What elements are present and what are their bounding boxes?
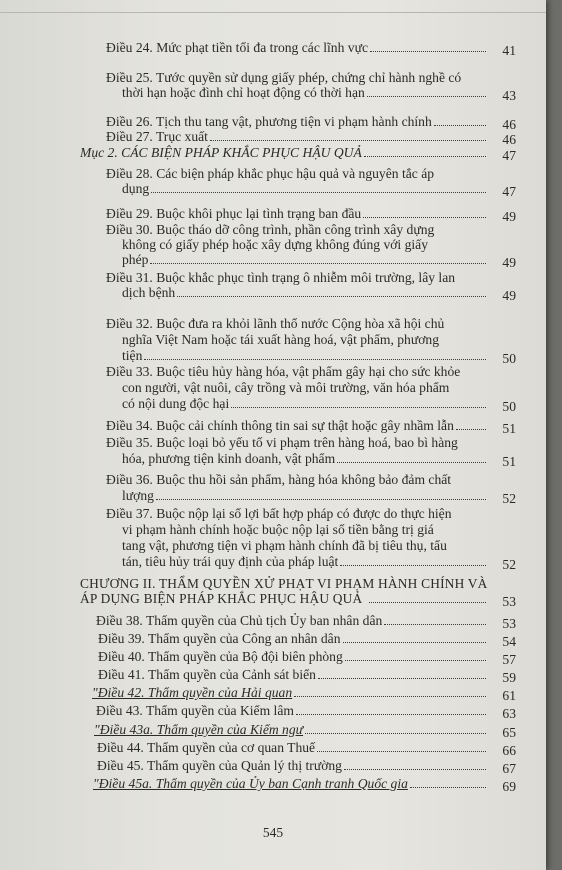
toc-entry-text: Điều 30. Buộc tháo dỡ công trình, phần công trình xây dựng	[106, 222, 435, 237]
toc-entry-text: tiện	[122, 348, 143, 363]
toc-entry-text: Điều 25. Tước quyền sử dụng giấy phép, chứng chỉ hành nghề có	[106, 70, 462, 85]
dot-leader	[363, 217, 486, 218]
toc-page-number: 66	[502, 743, 516, 758]
toc-entry-text: dụng	[122, 181, 150, 196]
dot-leader	[343, 642, 487, 643]
dot-leader	[384, 624, 486, 625]
toc-page-number: 50	[502, 399, 516, 414]
toc-entry-text: Điều 35. Buộc loại bỏ yếu tố vi phạm trên hàng hoá, bao bì hàng	[106, 435, 458, 450]
toc-entry-text: Điều 41. Thẩm quyền của Cảnh sát biển	[98, 667, 316, 682]
toc-entry-text: Điều 38. Thẩm quyền của Chủ tịch Ủy ban nhân dân	[96, 613, 383, 628]
dot-leader	[337, 462, 486, 463]
dot-leader	[364, 156, 486, 157]
toc-entry-text: con người, vật nuôi, cây trồng và môi trường, văn hóa phẩm	[122, 380, 450, 395]
dot-leader	[410, 787, 486, 788]
toc-entry-text: tán, tiêu hủy trái quy định của pháp luật	[122, 554, 339, 569]
toc-entry-text: Điều 43. Thẩm quyền của Kiểm lâm	[96, 703, 294, 718]
dot-leader	[305, 733, 486, 734]
toc-entry-text: Điều 45. Thẩm quyền của Quản lý thị trường	[97, 758, 342, 773]
toc-entry-text: Điều 26. Tịch thu tang vật, phương tiện vi phạm hành chính	[106, 114, 432, 129]
dot-leader	[296, 714, 486, 715]
toc-page-number: 69	[502, 779, 516, 794]
toc-page-number: 59	[502, 670, 516, 685]
toc-entry-text: ÁP DỤNG BIỆN PHÁP KHẮC PHỤC HẬU QUẢ	[80, 591, 363, 606]
dot-leader	[144, 359, 486, 360]
toc-page-number: 49	[502, 288, 516, 303]
toc-page-number: 67	[502, 761, 516, 776]
toc-entry-text: Điều 27. Trục xuất	[106, 129, 208, 144]
toc-page-number: 63	[502, 706, 516, 721]
toc-page-number: 53	[502, 616, 516, 631]
toc-page-number: 65	[502, 725, 516, 740]
dot-leader	[231, 407, 486, 408]
toc-page-number: 52	[502, 491, 516, 506]
toc-entry-text: Điều 28. Các biện pháp khắc phục hậu quả và nguyên tắc áp	[106, 166, 435, 181]
toc-page-number: 46	[502, 132, 516, 147]
toc-entry-text: có nội dung độc hại	[122, 396, 230, 411]
toc-entry-text: Điều 31. Buộc khắc phục tình trạng ô nhiễm môi trường, lây lan	[106, 270, 456, 285]
toc-page-number: 61	[502, 688, 516, 703]
toc-page-number: 50	[502, 351, 516, 366]
toc-entry-text: Điều 40. Thẩm quyền của Bộ đội biên phòng	[98, 649, 343, 664]
toc-entry-text: hóa, phương tiện kinh doanh, vật phẩm	[122, 451, 336, 466]
dot-leader	[340, 565, 486, 566]
toc-entry-text: Điều 44. Thẩm quyền của cơ quan Thuế	[97, 740, 316, 755]
toc-entry-text: Điều 34. Buộc cải chính thông tin sai sự thật hoặc gây nhầm lẫn	[106, 418, 454, 433]
toc-page-number: 54	[502, 634, 516, 649]
toc-page-number: 52	[502, 557, 516, 572]
toc-entry-text: Điều 36. Buộc thu hồi sản phẩm, hàng hóa không bảo đảm chất	[106, 472, 452, 487]
toc-entry-text: Điều 37. Buộc nộp lại số lợi bất hợp pháp có được do thực hiện	[106, 506, 452, 521]
toc-page-number: 47	[502, 148, 516, 163]
toc-entry-text: Điều 32. Buộc đưa ra khỏi lãnh thổ nước Cộng hòa xã hội chủ	[106, 316, 445, 331]
toc-page-number: 41	[502, 43, 516, 58]
dot-leader	[369, 602, 486, 603]
toc-page-number: 43	[502, 88, 516, 103]
dot-leader	[151, 192, 486, 193]
page-number: 545	[262, 825, 284, 840]
toc-page-number: 53	[502, 594, 516, 609]
toc-entry-text: nghĩa Việt Nam hoặc tái xuất hàng hoá, vật phẩm, phương	[122, 332, 440, 347]
dot-leader	[456, 429, 486, 430]
dot-leader	[317, 751, 486, 752]
toc-entry-text: CHƯƠNG II. THẨM QUYỀN XỬ PHẠT VI PHẠM HÀNH CHÍNH VÀ	[80, 576, 488, 591]
dot-leader	[345, 660, 486, 661]
toc-entry-text: "Điều 45a. Thẩm quyền của Ủy ban Cạnh tranh Quốc gia	[93, 776, 408, 791]
toc-page-number: 51	[502, 421, 516, 436]
toc-entry-text: Điều 29. Buộc khôi phục lại tình trạng ban đầu	[106, 206, 362, 221]
toc-entry-text: không có giấy phép hoặc xây dựng không đúng với giấy	[122, 237, 429, 252]
toc-entry-text: Mục 2. CÁC BIỆN PHÁP KHẮC PHỤC HẬU QUẢ	[80, 145, 362, 160]
toc-page-number: 46	[502, 117, 516, 132]
toc-entry-text: "Điều 43a. Thẩm quyền của Kiểm ngư	[94, 722, 304, 737]
toc-entry-text: Điều 33. Buộc tiêu hủy hàng hóa, vật phẩm gây hại cho sức khỏe	[106, 364, 461, 379]
dot-leader	[210, 140, 486, 141]
dot-leader	[344, 769, 486, 770]
dot-leader	[294, 696, 486, 697]
toc-entry-text: "Điều 42. Thẩm quyền của Hải quan	[92, 685, 293, 700]
toc-entry-text: lượng	[122, 488, 154, 503]
toc-entry-text: vi phạm hành chính hoặc buộc nộp lại số tiền bằng trị giá	[122, 522, 434, 537]
toc-entry-text: Điều 24. Mức phạt tiền tối đa trong các lĩnh vực	[106, 40, 368, 55]
toc-entry-text: dịch bệnh	[122, 285, 176, 300]
toc-page-number: 49	[502, 255, 516, 270]
toc-entry-text: phép	[122, 252, 149, 267]
dot-leader	[370, 51, 486, 52]
dot-leader	[434, 125, 486, 126]
dot-leader	[318, 678, 486, 679]
dot-leader	[367, 96, 486, 97]
toc-entry-text: thời hạn hoặc đình chỉ hoạt động có thời hạn	[122, 85, 365, 100]
dot-leader	[150, 263, 486, 264]
toc-page-number: 49	[502, 209, 516, 224]
toc-page-number: 51	[502, 454, 516, 469]
dot-leader	[177, 296, 486, 297]
toc-page-number: 47	[502, 184, 516, 199]
toc-entry-text: Điều 39. Thẩm quyền của Công an nhân dân	[98, 631, 341, 646]
toc-entry-text: tang vật, phương tiện vi phạm hành chính đã bị tiêu thụ, tẩu	[122, 538, 447, 553]
dot-leader	[156, 499, 486, 500]
toc-page-number: 57	[502, 652, 516, 667]
